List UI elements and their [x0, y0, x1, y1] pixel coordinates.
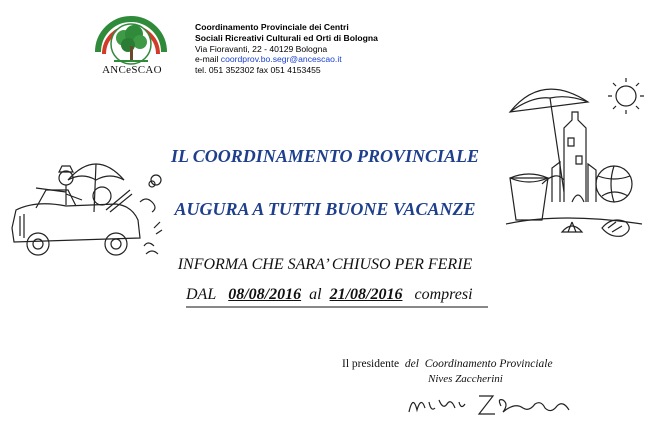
president-org-prefix: del: [404, 358, 419, 370]
president-role: Il presidente: [342, 358, 400, 370]
email-label: e-mail: [195, 54, 219, 65]
letterhead: [195, 22, 378, 76]
to-label: al: [309, 286, 322, 303]
org-name-line1: Coordinamento Provinciale dei Centri: [195, 22, 349, 32]
dates-underline: [186, 305, 488, 309]
president-line: [342, 358, 553, 370]
headline-line1: IL COORDINAMENTO PROVINCIALE: [170, 146, 480, 166]
handwritten-signature: [405, 384, 575, 424]
logo-text: ANCeSCAO: [102, 64, 162, 76]
closure-notice: INFORMA CHE SARA’ CHIUSO PER FERIE: [177, 256, 473, 273]
phone-fax: tel. 051 352302 fax 051 4153455: [195, 65, 321, 76]
email-link[interactable]: coordprov.bo.segr@ancescao.it: [220, 54, 342, 65]
president-org: Coordinamento Provinciale: [424, 358, 553, 370]
org-name-line2: Sociali Ricreativi Culturali ed Orti di Bologna: [195, 32, 378, 43]
from-date: 08/08/2016: [228, 286, 302, 303]
dates-suffix: compresi: [414, 286, 473, 303]
president-name: Nives Zaccherini: [428, 373, 503, 385]
headline-line2: AUGURA A TUTTI BUONE VACANZE: [174, 199, 476, 219]
to-date: 21/08/2016: [329, 286, 403, 303]
closure-dates: [186, 286, 473, 304]
email-row: [195, 54, 378, 65]
from-label: DAL: [186, 286, 217, 303]
address: Via Fioravanti, 22 - 40129 Bologna: [195, 43, 328, 54]
